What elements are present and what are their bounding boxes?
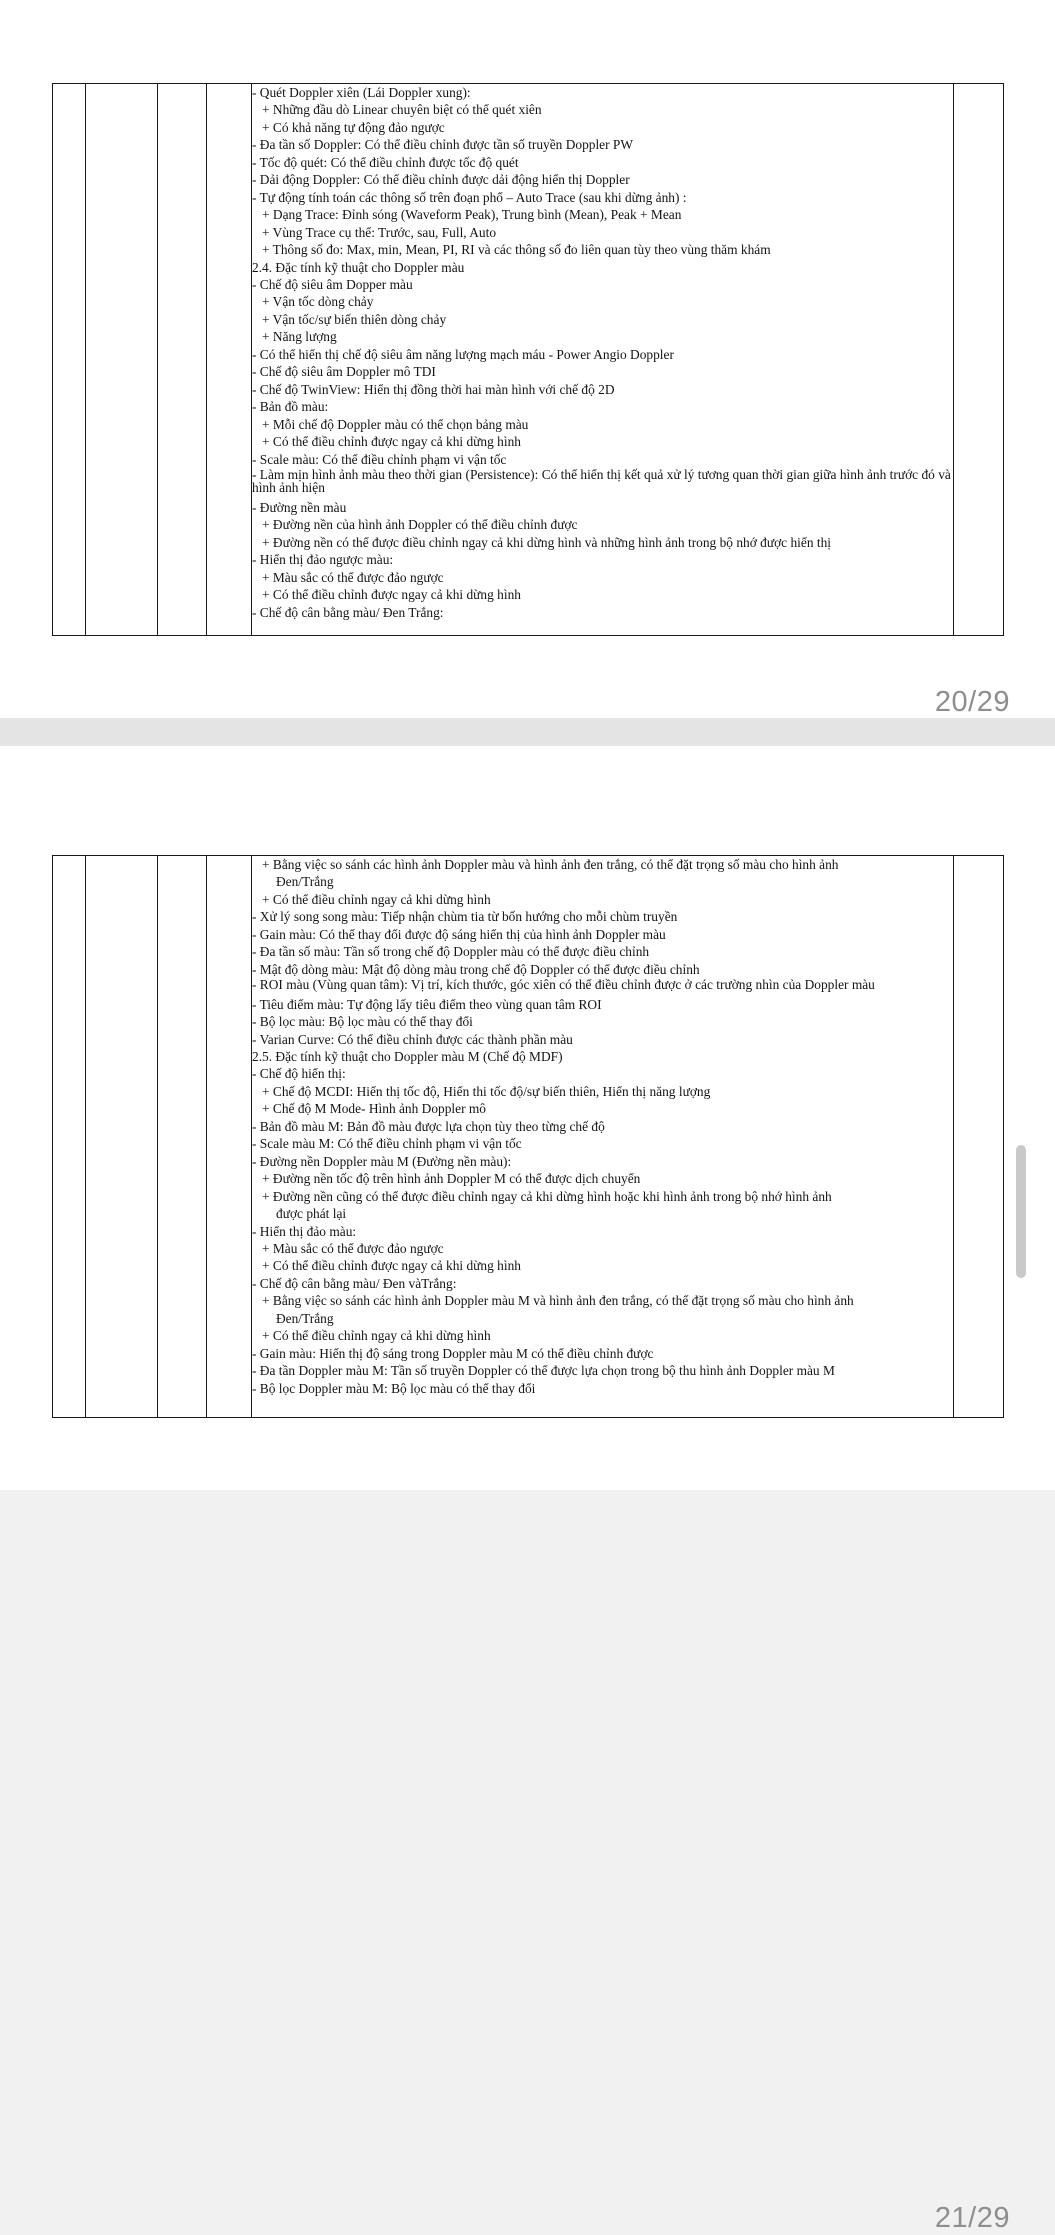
spec-line: - ROI màu (Vùng quan tâm): Vị trí, kích thước, góc xiên có thể điều chỉnh được ở các trường nhìn của Doppler màu xyxy=(252,978,875,993)
bullet-item: + Vận tốc/sự biến thiên dòng chảy xyxy=(262,311,447,327)
spec-line: 2.5. Đặc tính kỹ thuật cho Doppler màu M (Chế độ MDF) xyxy=(252,1049,563,1065)
spec-line: - Tốc độ quét: Có thể điều chỉnh được tốc độ quét xyxy=(252,154,519,170)
bullet-item: + Màu sắc có thể được đảo ngược xyxy=(262,1241,444,1257)
table-cell-item xyxy=(86,84,158,636)
spec-line: - Gain màu: Hiển thị độ sáng trong Doppler màu M có thể điều chỉnh được xyxy=(252,1345,654,1361)
bullet-item: + Có thể điều chỉnh ngay cả khi dừng hình xyxy=(262,891,491,907)
spec-line: - Đường nền Doppler màu M (Đường nền màu): xyxy=(252,1153,512,1169)
spec-line: - Xử lý song song màu: Tiếp nhận chùm tia từ bốn hướng cho mỗi chùm truyền xyxy=(252,909,678,925)
bullet-item: + Đường nền tốc độ trên hình ảnh Doppler M có thể được dịch chuyển xyxy=(262,1171,641,1187)
spec-line: - Chế độ cân bằng màu/ Đen Trắng: xyxy=(252,604,444,620)
spec-line: - Có thể hiển thị chế độ siêu âm năng lượng mạch máu - Power Angio Doppler xyxy=(252,346,674,362)
spec-line: - Mật độ dòng màu: Mật độ dòng màu trong chế độ Doppler có thể được điều chỉnh xyxy=(252,961,700,977)
bullet-item: + Thông số đo: Max, min, Mean, PI, RI và các thông số đo liên quan tùy theo vùng thăm khám xyxy=(262,242,771,258)
bullet-item: + Mỗi chế độ Doppler màu có thể chọn bảng màu xyxy=(262,416,529,432)
spec-line: - Bản đồ màu: xyxy=(252,399,329,415)
bullet-item: + Có thể điều chỉnh ngay cả khi dừng hình xyxy=(262,1328,491,1344)
bullet-item: + Có thể điều chỉnh được ngay cả khi dừng hình xyxy=(262,587,521,603)
table-cell-stt xyxy=(53,84,86,636)
table-cell-unit xyxy=(158,84,207,636)
spec-line: - Gain màu: Có thể thay đổi được độ sáng hiển thị của hình ảnh Doppler màu xyxy=(252,926,666,942)
bullet-item: + Đường nền có thể được điều chỉnh ngay cả khi dừng hình và những hình ảnh trong bộ nhớ được hiển thị xyxy=(262,534,832,550)
spec-line: - Bộ lọc màu: Bộ lọc màu có thể thay đổi xyxy=(252,1014,473,1030)
table-cell-stt xyxy=(53,856,86,1418)
spec-line: - Scale màu: Có thể điều chỉnh phạm vi vận tốc xyxy=(252,451,507,467)
table-cell-note xyxy=(954,856,1004,1418)
document-page-21 xyxy=(0,746,1055,2234)
spec-content-cell xyxy=(252,856,954,1418)
spec-line: Đen/Trắng xyxy=(276,874,334,890)
bullet-item: + Có thể điều chỉnh được ngay cả khi dừng hình xyxy=(262,434,521,450)
spec-line: - Đa tần Doppler màu M: Tần số truyền Doppler có thể được lựa chọn trong bộ thu hình ảnh Doppler màu M xyxy=(252,1363,835,1379)
spec-line: 2.4. Đặc tính kỹ thuật cho Doppler màu xyxy=(252,259,465,275)
table-cell-item xyxy=(86,856,158,1418)
bullet-item: + Màu sắc có thể được đảo ngược xyxy=(262,569,444,585)
spec-table xyxy=(52,855,1004,1418)
spec-line: - Chế độ cân bằng màu/ Đen vàTrắng: xyxy=(252,1275,457,1291)
spec-line: - Chế độ hiển thị: xyxy=(252,1066,346,1082)
spec-line: - Làm mịn hình ảnh màu theo thời gian (Persistence): Có thể hiển thị kết quả xử lý tương quan thời gian giữa hình ảnh trước đó và hình ảnh hiện xyxy=(252,467,951,496)
spec-line: - Đa tần số Doppler: Có thể điều chỉnh được tần số truyền Doppler PW xyxy=(252,137,634,153)
spec-line: - Tự động tính toán các thông số trên đoạn phổ – Auto Trace (sau khi dừng ảnh) : xyxy=(252,189,687,205)
bullet-item: + Có khả năng tự động đảo ngược xyxy=(262,119,445,135)
bullet-item: + Những đầu dò Linear chuyên biệt có thể quét xiên xyxy=(262,102,542,118)
bullet-item: + Có thể điều chỉnh được ngay cả khi dừng hình xyxy=(262,1258,521,1274)
spec-line: - Bản đồ màu M: Bản đồ màu được lựa chọn tùy theo từng chế độ xyxy=(252,1118,605,1134)
bullet-item: + Bằng việc so sánh các hình ảnh Doppler màu và hình ảnh đen trắng, có thể đặt trọng số màu cho hình ảnh xyxy=(262,857,839,872)
bullet-item: + Chế độ M Mode- Hình ảnh Doppler mô xyxy=(262,1101,487,1117)
spec-line: - Đường nền màu xyxy=(252,499,347,515)
page-number: 21/29 xyxy=(934,2202,1010,2234)
spec-line: được phát lại xyxy=(276,1206,347,1222)
bullet-item: + Đường nền của hình ảnh Doppler có thể điều chỉnh được xyxy=(262,517,578,533)
spec-content-cell xyxy=(252,84,954,636)
spec-line: - Tiêu điểm màu: Tự động lấy tiêu điểm theo vùng quan tâm ROI xyxy=(252,996,602,1012)
spec-line: - Chế độ siêu âm Doppler mô TDI xyxy=(252,364,436,380)
document-page-20 xyxy=(0,0,1055,718)
bullet-item: + Bằng việc so sánh các hình ảnh Doppler màu M và hình ảnh đen trắng, có thể đặt trọng số màu cho hình ảnh xyxy=(262,1293,854,1309)
spec-line: - Scale màu M: Có thể điều chỉnh phạm vi vận tốc xyxy=(252,1136,522,1152)
bullet-item: + Vùng Trace cụ thể: Trước, sau, Full, Auto xyxy=(262,224,497,240)
page-number: 20/29 xyxy=(934,686,1010,718)
spec-line: - Hiển thị đảo màu: xyxy=(252,1223,357,1239)
spec-line: - Đa tần số màu: Tần số trong chế độ Doppler màu có thể được điều chỉnh xyxy=(252,944,650,960)
spec-line: - Hiển thị đảo ngược màu: xyxy=(252,552,394,568)
bullet-item: + Đường nền cũng có thể được điều chỉnh ngay cả khi dừng hình hoặc khi hình ảnh trong bộ nhớ hình ảnh xyxy=(262,1188,832,1204)
spec-table xyxy=(52,83,1004,636)
table-cell-quantity xyxy=(207,84,252,636)
spec-line: - Chế độ siêu âm Dopper màu xyxy=(252,276,413,292)
spec-line: - Chế độ TwinView: Hiển thị đồng thời hai màn hình với chế độ 2D xyxy=(252,381,615,397)
spec-line: - Dải động Doppler: Có thể điều chỉnh được dải động hiển thị Doppler xyxy=(252,172,630,188)
spec-line: - Quét Doppler xiên (Lái Doppler xung): xyxy=(252,85,471,100)
bullet-item: + Dạng Trace: Đỉnh sóng (Waveform Peak), Trung bình (Mean), Peak + Mean xyxy=(262,207,682,223)
spec-line: - Varian Curve: Có thể điều chỉnh được các thành phần màu xyxy=(252,1031,573,1047)
spec-line: Đen/Trắng xyxy=(276,1310,334,1326)
bullet-item: + Vận tốc dòng chảy xyxy=(262,294,374,310)
table-cell-unit xyxy=(158,856,207,1418)
spec-line: - Bộ lọc Doppler màu M: Bộ lọc màu có thể thay đổi xyxy=(252,1380,536,1396)
scrollbar-thumb[interactable] xyxy=(1016,1145,1026,1278)
bullet-item: + Chế độ MCDI: Hiển thị tốc độ, Hiển thi tốc độ/sự biến thiên, Hiển thị năng lượng xyxy=(262,1083,711,1099)
table-cell-quantity xyxy=(207,856,252,1418)
table-cell-note xyxy=(954,84,1004,636)
page-separator xyxy=(0,718,1055,746)
bullet-item: + Năng lượng xyxy=(262,329,337,345)
